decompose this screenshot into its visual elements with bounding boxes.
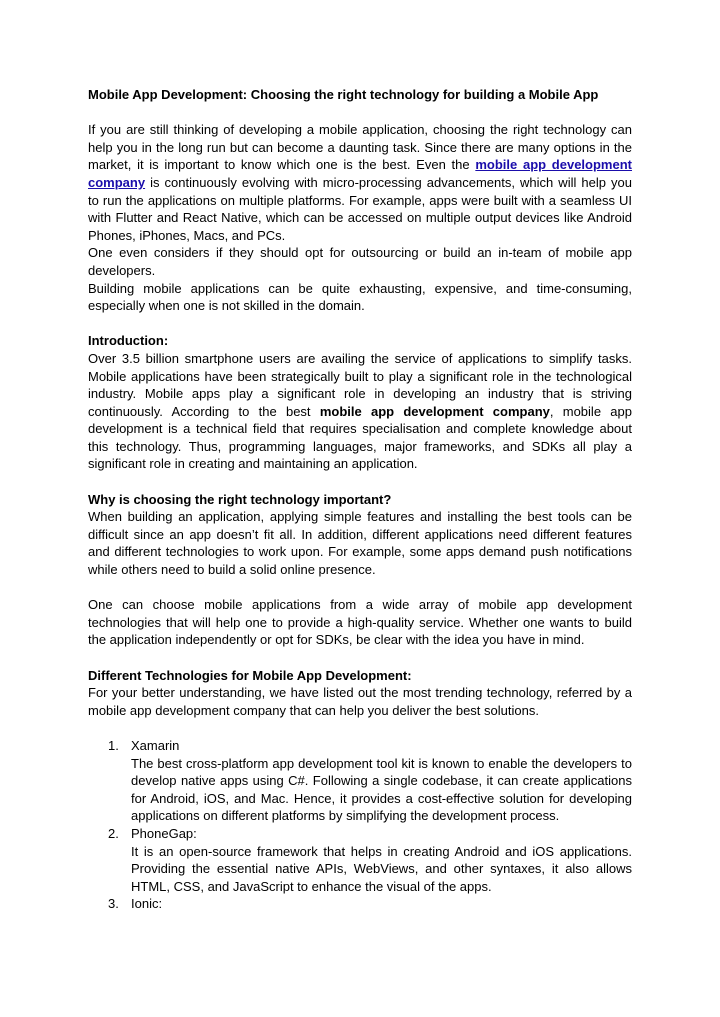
intro-text-after-link: is continuously evolving with micro-processing advancements, which will help you to run the applications on multiple platforms. For example, apps were built with a seamless UI with Flutter and React Native, which can be accessed on multiple output devices like Android Phones, iPhones, Macs, and PCs. (88, 174, 632, 243)
list-item-description: It is an open-source framework that helps in creating Android and iOS applications. Providing the essential native APIs, WebViews, and other syntaxes, it also allows HTML, CSS, and JavaScript to enhance the visual of the apps. (131, 843, 632, 894)
intro-paragraph-2: One even considers if they should opt for outsourcing or build an in-team of mobile app developers. (88, 245, 632, 278)
list-item-name: Ionic: (131, 896, 163, 912)
technology-list (88, 737, 632, 913)
list-item (88, 737, 632, 825)
spacer (88, 579, 632, 597)
list-item-number: 2. (108, 825, 119, 841)
mobile-app-development-company-link[interactable]: mobile app development company (88, 157, 632, 190)
introduction-text-before-bold: Over 3.5 billion smartphone users are availing the service of applications to simplify tasks. Mobile applications have been strategically built to play a significant role in the technological industry. Mobile apps play a significant role in developing an industry that is striving continuously. According to the best (88, 350, 632, 419)
list-item-number: 1. (108, 737, 119, 753)
introduction-bold-phrase: mobile app development company (319, 403, 550, 419)
list-item-name: Xamarin (131, 737, 180, 753)
intro-paragraph-1 (88, 121, 632, 244)
spacer (88, 315, 632, 333)
list-item-number: 3. (108, 896, 119, 912)
spacer (88, 473, 632, 491)
list-item (88, 825, 632, 895)
document-title: Mobile App Development: Choosing the right technology for building a Mobile App (88, 87, 599, 102)
introduction-text-after-bold: , mobile app development is a technical field that requires specialisation and complete knowledge about this technology. Thus, programming languages, major frameworks, and SDKs all play a significant role in creating and maintaining an application. (88, 403, 632, 472)
introduction-paragraph (88, 350, 632, 473)
intro-paragraph-3: Building mobile applications can be quite exhausting, expensive, and time-consuming, especially when one is not skilled in the domain. (88, 280, 632, 314)
list-item-description: The best cross-platform app development tool kit is known to enable the developers to develop native apps using C#. Following a single codebase, it can create applications for Android, iOS, and Mac. Hence, it provides a cost-effective solution for developing applications on different platforms by simplifying the development process. (131, 755, 632, 824)
spacer (88, 649, 632, 667)
why-paragraph-2: One can choose mobile applications from a wide array of mobile app development technologies that will help one to provide a high-quality service. Whether one wants to build the application independently or opt for SDKs, be clear with the idea you have in mind. (88, 597, 632, 648)
list-item-name: PhoneGap: (131, 825, 197, 841)
why-heading: Why is choosing the right technology important? (88, 491, 392, 507)
technologies-intro: For your better understanding, we have listed out the most trending technology, referred by a mobile app development company that can help you deliver the best solutions. (88, 685, 632, 718)
intro-text-before-link: If you are still thinking of developing a mobile application, choosing the right technology can help you in the long run but can become a daunting task. Since there are many options in the market, it is important to know which one is the best. Even the (88, 122, 632, 173)
list-item (88, 895, 632, 913)
why-paragraph-1: When building an application, applying simple features and installing the best tools can be difficult since an app doesn’t fit all. In addition, different applications need different features and different technologies to work upon. For example, some apps demand push notifications while others need to build a solid online presence. (88, 509, 632, 578)
technologies-heading: Different Technologies for Mobile App Development: (88, 667, 412, 683)
introduction-heading: Introduction: (88, 333, 169, 349)
